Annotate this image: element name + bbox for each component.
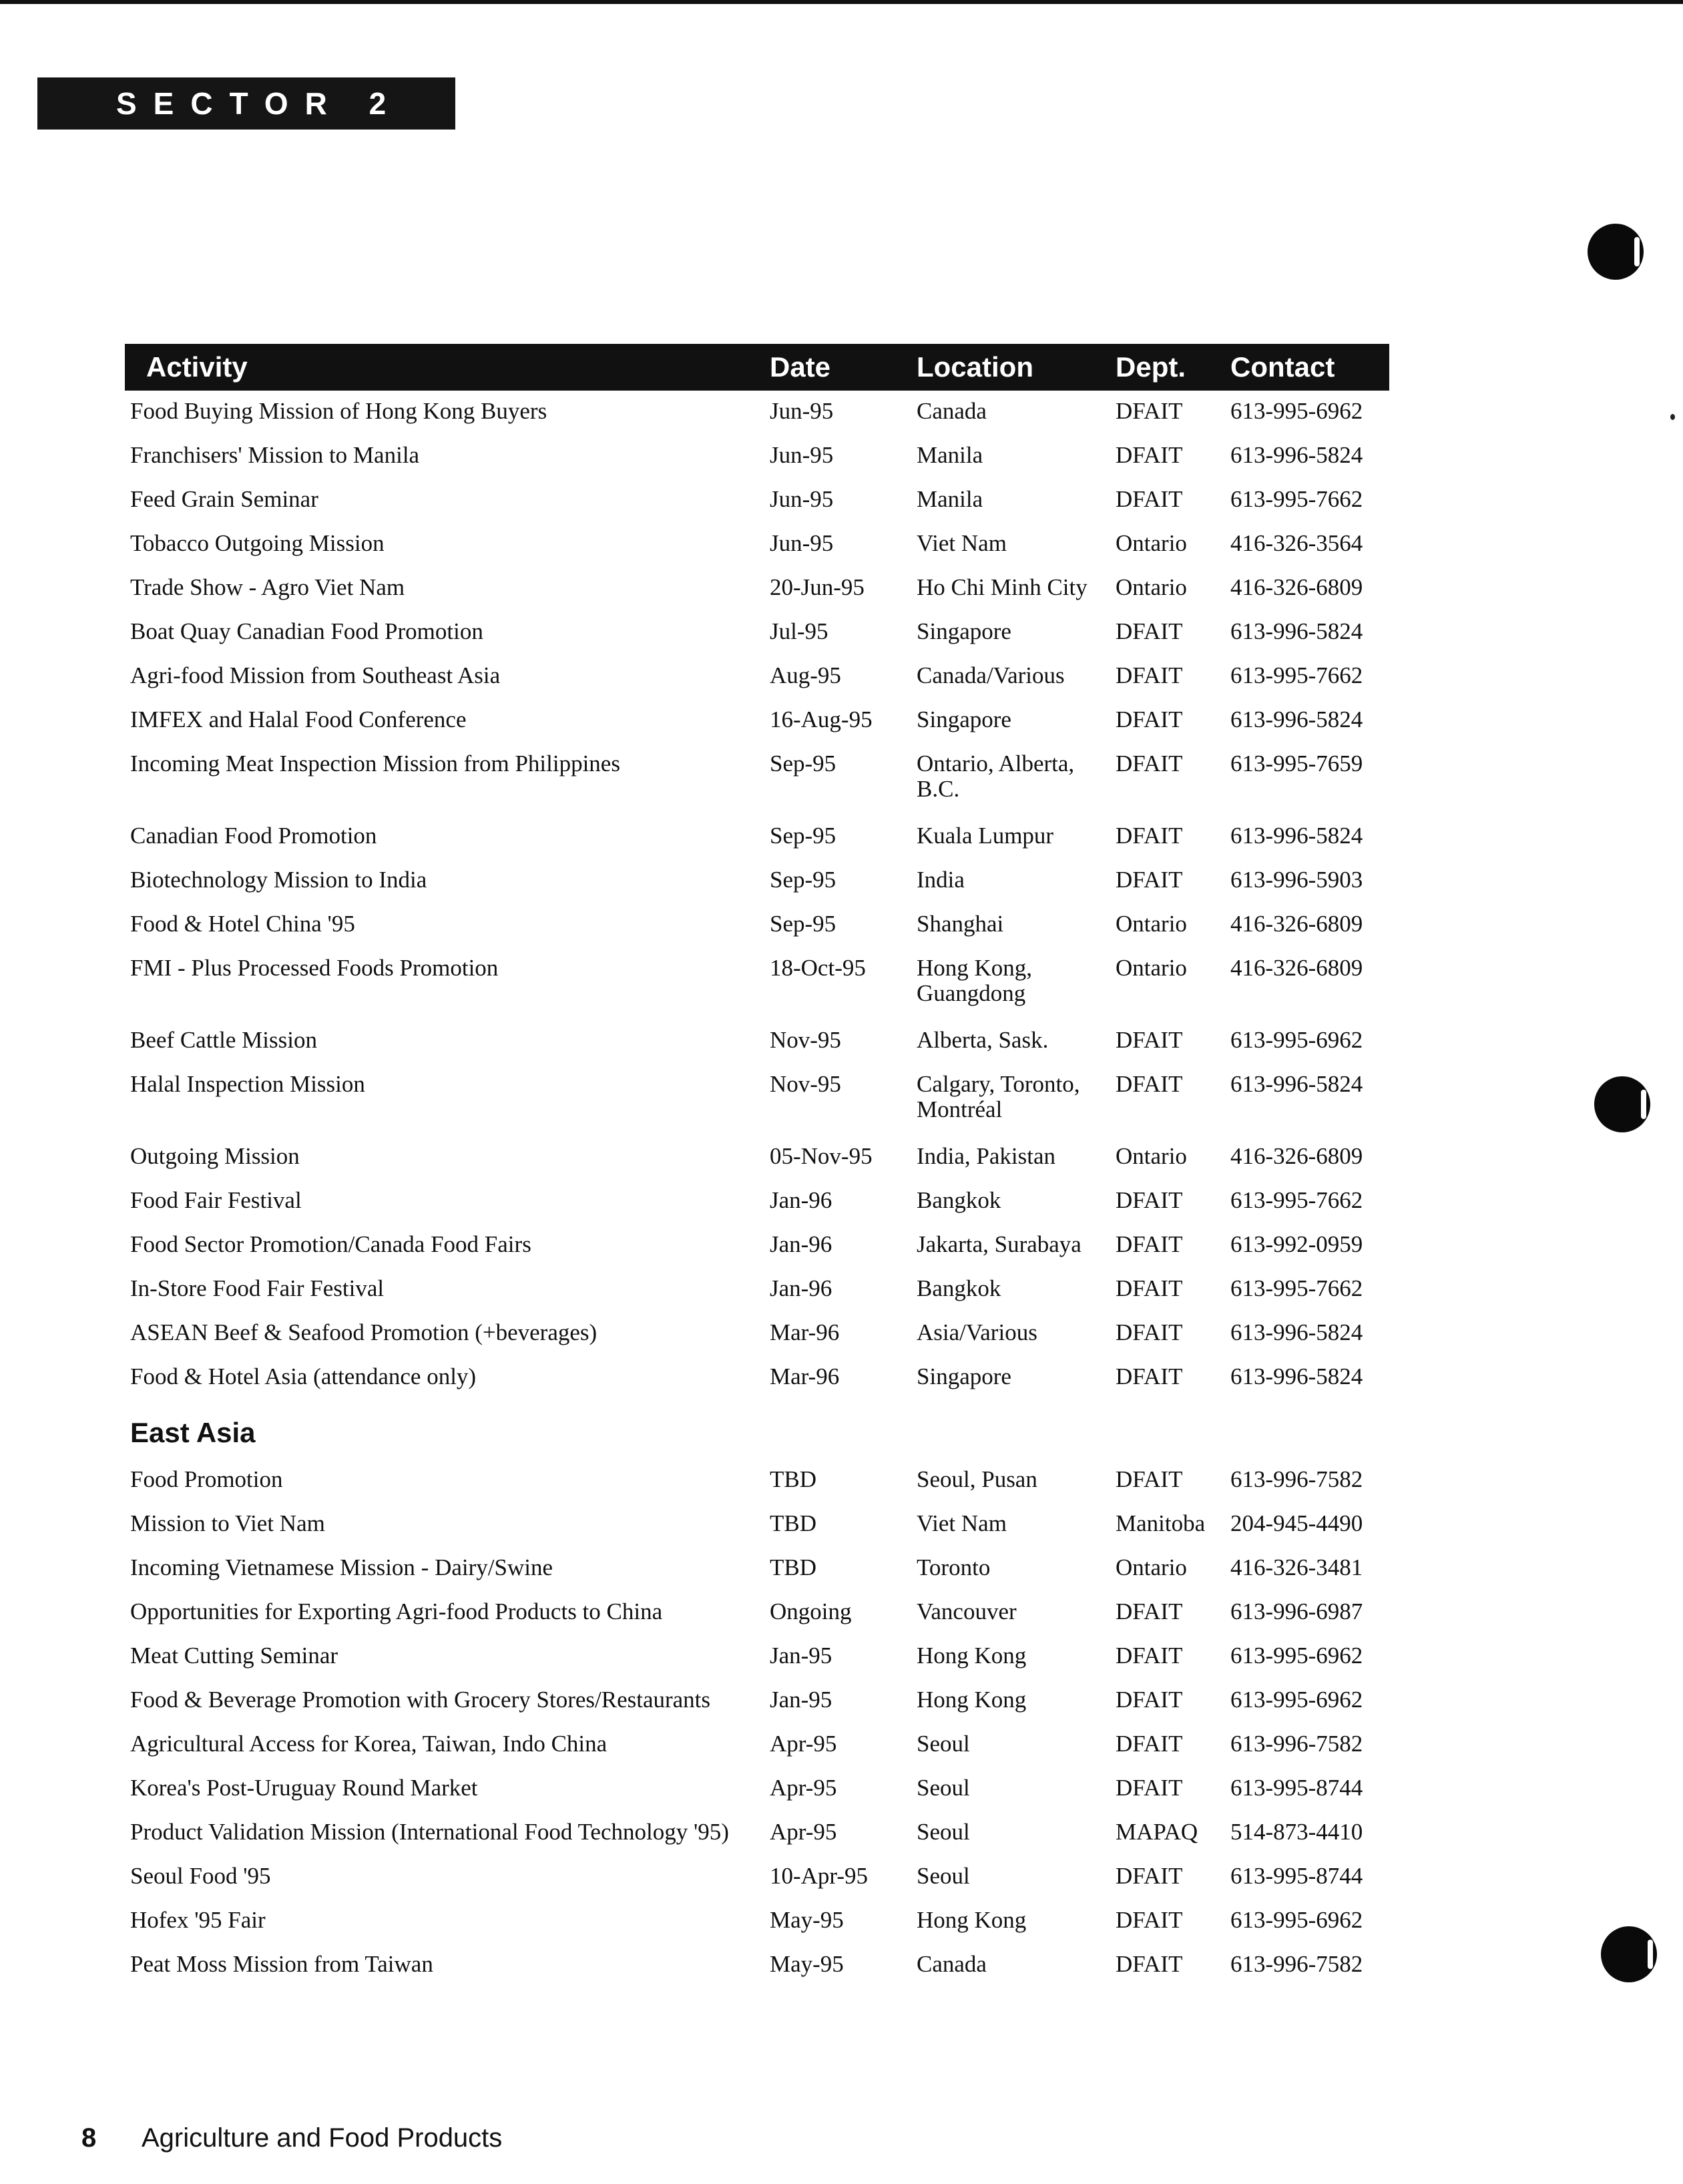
cell-location: Seoul (917, 1775, 970, 1801)
cell-dept: MAPAQ (1116, 1819, 1198, 1845)
cell-location: India (917, 867, 965, 893)
cell-dept: DFAIT (1116, 486, 1183, 512)
cell-dept: DFAIT (1116, 1027, 1183, 1053)
cell-location: Canada/Various (917, 662, 1065, 688)
cell-contact: 613-996-5824 (1230, 442, 1363, 468)
cell-dept: Ontario (1116, 1143, 1187, 1169)
cell-dept: Ontario (1116, 530, 1187, 556)
cell-activity: Incoming Vietnamese Mission - Dairy/Swine (130, 1554, 553, 1580)
table-row (125, 743, 1389, 815)
cell-contact: 613-996-5824 (1230, 1071, 1363, 1097)
cell-dept: DFAIT (1116, 1187, 1183, 1213)
cell-location: Ho Chi Minh City (917, 574, 1088, 600)
cell-activity: Food & Beverage Promotion with Grocery Stores/Restaurants (130, 1687, 711, 1713)
cell-contact: 416-326-6809 (1230, 955, 1363, 981)
cell-date: Jan-96 (770, 1275, 832, 1301)
cell-date: May-95 (770, 1907, 844, 1933)
cell-location: Seoul (917, 1731, 970, 1757)
cell-contact: 613-995-7662 (1230, 486, 1363, 512)
cell-location: Hong Kong (917, 1643, 1027, 1669)
table-row (125, 1224, 1389, 1268)
cell-activity: IMFEX and Halal Food Conference (130, 706, 467, 732)
cell-contact: 416-326-6809 (1230, 574, 1363, 600)
cell-contact: 613-996-5824 (1230, 618, 1363, 644)
cell-location: Singapore (917, 1363, 1011, 1389)
cell-contact: 613-996-5824 (1230, 706, 1363, 732)
cell-location: Shanghai (917, 911, 1004, 937)
cell-activity: Meat Cutting Seminar (130, 1643, 338, 1669)
cell-contact: 613-995-6962 (1230, 398, 1363, 424)
column-header-activity: Activity (125, 344, 764, 391)
cell-location: Bangkok (917, 1187, 1001, 1213)
cell-location: Jakarta, Surabaya (917, 1231, 1081, 1257)
cell-activity: In-Store Food Fair Festival (130, 1275, 385, 1301)
cell-activity: Incoming Meat Inspection Mission from Philippines (130, 750, 620, 777)
table-row (125, 1811, 1389, 1855)
cell-contact: 613-995-6962 (1230, 1907, 1363, 1933)
cell-contact: 416-326-6809 (1230, 911, 1363, 937)
sector-banner: SECTOR 2 (37, 77, 455, 130)
cell-date: 20-Jun-95 (770, 574, 865, 600)
cell-activity: ASEAN Beef & Seafood Promotion (+beverages) (130, 1319, 597, 1345)
table-row (125, 903, 1389, 947)
section-east-asia (125, 1400, 1389, 1459)
cell-contact: 204-945-4490 (1230, 1510, 1363, 1536)
cell-dept: DFAIT (1116, 398, 1183, 424)
table-row (125, 1064, 1389, 1136)
column-header-dept: Dept. (1110, 344, 1225, 391)
cell-activity: Canadian Food Promotion (130, 823, 377, 849)
cell-activity: Mission to Viet Nam (130, 1510, 325, 1536)
cell-dept: DFAIT (1116, 1863, 1183, 1889)
table-row (125, 1020, 1389, 1064)
top-rule (0, 0, 1683, 4)
cell-date: Jan-96 (770, 1187, 832, 1213)
cell-dept: Ontario (1116, 1554, 1187, 1580)
cell-dept: DFAIT (1116, 1687, 1183, 1713)
cell-location: Viet Nam (917, 530, 1007, 556)
cell-date: Jan-96 (770, 1231, 832, 1257)
cell-contact: 613-996-5824 (1230, 1363, 1363, 1389)
cell-dept: DFAIT (1116, 1951, 1183, 1977)
cell-date: Jun-95 (770, 486, 834, 512)
cell-dept: Ontario (1116, 911, 1187, 937)
cell-location: Seoul (917, 1863, 970, 1889)
cell-contact: 613-995-6962 (1230, 1687, 1363, 1713)
table-row (125, 655, 1389, 699)
column-header-date: Date (764, 344, 911, 391)
cell-date: Jun-95 (770, 442, 834, 468)
cell-dept: DFAIT (1116, 750, 1183, 777)
cell-activity: Food & Hotel Asia (attendance only) (130, 1363, 477, 1389)
cell-dept: DFAIT (1116, 442, 1183, 468)
cell-contact: 613-996-7582 (1230, 1951, 1363, 1977)
cell-location: Kuala Lumpur (917, 823, 1054, 849)
cell-date: Sep-95 (770, 867, 836, 893)
cell-location: Asia/Various (917, 1319, 1037, 1345)
cell-date: Apr-95 (770, 1775, 837, 1801)
table-row (125, 859, 1389, 903)
cell-dept: DFAIT (1116, 1907, 1183, 1933)
cell-location: Hong Kong (917, 1687, 1027, 1713)
cell-dept: Manitoba (1116, 1510, 1206, 1536)
cell-location: Singapore (917, 706, 1011, 732)
cell-contact: 613-995-8744 (1230, 1863, 1363, 1889)
cell-dept: DFAIT (1116, 823, 1183, 849)
cell-activity: Tobacco Outgoing Mission (130, 530, 385, 556)
section-row (125, 1400, 1389, 1459)
table-row (125, 1679, 1389, 1723)
cell-location: Vancouver (917, 1598, 1017, 1624)
cell-date: Jun-95 (770, 530, 834, 556)
cell-date: 05-Nov-95 (770, 1143, 873, 1169)
cell-contact: 613-996-7582 (1230, 1466, 1363, 1492)
cell-contact: 613-995-8744 (1230, 1775, 1363, 1801)
table-row (125, 947, 1389, 1020)
cell-dept: DFAIT (1116, 1231, 1183, 1257)
cell-dept: DFAIT (1116, 1319, 1183, 1345)
punch-hole-icon (1601, 1926, 1657, 1982)
table-row (125, 1900, 1389, 1944)
footer-title: Agriculture and Food Products (142, 2123, 503, 2153)
cell-contact: 613-995-7662 (1230, 1275, 1363, 1301)
page-number: 8 (81, 2123, 97, 2153)
table-body-east-asia (125, 1459, 1389, 1988)
table-row (125, 1503, 1389, 1547)
cell-date: Mar-96 (770, 1319, 840, 1345)
cell-dept: DFAIT (1116, 867, 1183, 893)
cell-dept: DFAIT (1116, 618, 1183, 644)
cell-activity: Franchisers' Mission to Manila (130, 442, 420, 468)
cell-dept: DFAIT (1116, 1598, 1183, 1624)
cell-date: Sep-95 (770, 823, 836, 849)
cell-activity: Food Buying Mission of Hong Kong Buyers (130, 398, 547, 424)
column-header-location: Location (911, 344, 1110, 391)
table-row (125, 1635, 1389, 1679)
cell-location: India, Pakistan (917, 1143, 1056, 1169)
cell-date: May-95 (770, 1951, 844, 1977)
cell-location: Seoul, Pusan (917, 1466, 1037, 1492)
cell-contact: 613-995-7659 (1230, 750, 1363, 777)
cell-location: Toronto (917, 1554, 991, 1580)
cell-date: 18-Oct-95 (770, 955, 866, 981)
cell-location: Canada (917, 1951, 987, 1977)
cell-dept: DFAIT (1116, 1275, 1183, 1301)
cell-activity: Boat Quay Canadian Food Promotion (130, 618, 483, 644)
cell-dept: DFAIT (1116, 1466, 1183, 1492)
cell-date: Ongoing (770, 1598, 852, 1624)
cell-location: Hong Kong, Guangdong (917, 955, 1033, 1006)
cell-contact: 416-326-3481 (1230, 1554, 1363, 1580)
cell-date: Sep-95 (770, 911, 836, 937)
cell-contact: 613-996-5903 (1230, 867, 1363, 893)
table-header-row (125, 344, 1389, 391)
cell-date: 10-Apr-95 (770, 1863, 869, 1889)
cell-location: Singapore (917, 618, 1011, 644)
cell-date: Jul-95 (770, 618, 828, 644)
cell-contact: 613-996-7582 (1230, 1731, 1363, 1757)
table-row (125, 1547, 1389, 1591)
scan-speck (1670, 414, 1675, 420)
table-row (125, 523, 1389, 567)
cell-date: Apr-95 (770, 1819, 837, 1845)
cell-location: Viet Nam (917, 1510, 1007, 1536)
table-row (125, 1855, 1389, 1900)
cell-location: Manila (917, 442, 983, 468)
table-row (125, 699, 1389, 743)
cell-activity: Agri-food Mission from Southeast Asia (130, 662, 501, 688)
cell-activity: Food Fair Festival (130, 1187, 302, 1213)
cell-activity: Product Validation Mission (International Food Technology '95) (130, 1819, 729, 1845)
table-body-general (125, 391, 1389, 1400)
column-header-contact: Contact (1225, 344, 1389, 391)
table-row (125, 1268, 1389, 1312)
cell-date: Nov-95 (770, 1071, 841, 1097)
cell-activity: Beef Cattle Mission (130, 1027, 317, 1053)
cell-dept: Ontario (1116, 574, 1187, 600)
punch-hole-icon (1594, 1076, 1650, 1132)
section-heading-east-asia: East Asia (130, 1417, 256, 1448)
cell-location: Hong Kong (917, 1907, 1027, 1933)
cell-activity: Trade Show - Agro Viet Nam (130, 574, 405, 600)
cell-contact: 613-995-7662 (1230, 1187, 1363, 1213)
cell-location: Seoul (917, 1819, 970, 1845)
cell-contact: 416-326-3564 (1230, 530, 1363, 556)
cell-contact: 613-996-5824 (1230, 823, 1363, 849)
cell-date: TBD (770, 1510, 816, 1536)
cell-activity: Halal Inspection Mission (130, 1071, 365, 1097)
cell-date: Nov-95 (770, 1027, 841, 1053)
cell-activity: Opportunities for Exporting Agri-food Products to China (130, 1598, 663, 1624)
cell-location: Calgary, Toronto, Montréal (917, 1071, 1080, 1122)
cell-dept: DFAIT (1116, 706, 1183, 732)
cell-contact: 613-996-6987 (1230, 1598, 1363, 1624)
cell-activity: Seoul Food '95 (130, 1863, 271, 1889)
cell-dept: DFAIT (1116, 1731, 1183, 1757)
cell-date: Jan-95 (770, 1643, 832, 1669)
cell-location: Ontario, Alberta, B.C. (917, 750, 1075, 802)
cell-date: Apr-95 (770, 1731, 837, 1757)
cell-contact: 514-873-4410 (1230, 1819, 1363, 1845)
table-row (125, 1944, 1389, 1988)
cell-activity: Outgoing Mission (130, 1143, 300, 1169)
cell-date: TBD (770, 1554, 816, 1580)
activity-table (125, 344, 1389, 1988)
table-row (125, 1459, 1389, 1503)
cell-activity: Biotechnology Mission to India (130, 867, 427, 893)
table-row (125, 435, 1389, 479)
cell-contact: 613-995-6962 (1230, 1643, 1363, 1669)
table-row (125, 611, 1389, 655)
table-row (125, 479, 1389, 523)
table-row (125, 815, 1389, 859)
punch-hole-icon (1588, 224, 1644, 280)
cell-activity: Hofex '95 Fair (130, 1907, 266, 1933)
table-row (125, 1591, 1389, 1635)
cell-date: Aug-95 (770, 662, 841, 688)
cell-dept: DFAIT (1116, 1071, 1183, 1097)
cell-activity: Agricultural Access for Korea, Taiwan, Indo China (130, 1731, 608, 1757)
cell-contact: 613-996-5824 (1230, 1319, 1363, 1345)
cell-activity: Food Sector Promotion/Canada Food Fairs (130, 1231, 531, 1257)
cell-date: Mar-96 (770, 1363, 840, 1389)
cell-date: Jun-95 (770, 398, 834, 424)
table-row (125, 391, 1389, 435)
cell-date: TBD (770, 1466, 816, 1492)
cell-contact: 613-992-0959 (1230, 1231, 1363, 1257)
cell-dept: DFAIT (1116, 1643, 1183, 1669)
cell-dept: Ontario (1116, 955, 1187, 981)
cell-date: Jan-95 (770, 1687, 832, 1713)
table-row (125, 1356, 1389, 1400)
table-row (125, 1136, 1389, 1180)
cell-activity: Feed Grain Seminar (130, 486, 318, 512)
cell-contact: 613-995-7662 (1230, 662, 1363, 688)
cell-activity: Food & Hotel China '95 (130, 911, 355, 937)
table-row (125, 567, 1389, 611)
cell-dept: DFAIT (1116, 662, 1183, 688)
cell-location: Alberta, Sask. (917, 1027, 1049, 1053)
cell-location: Canada (917, 398, 987, 424)
table-row (125, 1723, 1389, 1767)
cell-date: 16-Aug-95 (770, 706, 873, 732)
cell-location: Bangkok (917, 1275, 1001, 1301)
table-row (125, 1180, 1389, 1224)
table-row (125, 1312, 1389, 1356)
cell-date: Sep-95 (770, 750, 836, 777)
cell-location: Manila (917, 486, 983, 512)
cell-dept: DFAIT (1116, 1363, 1183, 1389)
table-row (125, 1767, 1389, 1811)
cell-activity: Food Promotion (130, 1466, 283, 1492)
cell-contact: 613-995-6962 (1230, 1027, 1363, 1053)
cell-activity: FMI - Plus Processed Foods Promotion (130, 955, 499, 981)
cell-activity: Korea's Post-Uruguay Round Market (130, 1775, 478, 1801)
cell-contact: 416-326-6809 (1230, 1143, 1363, 1169)
cell-dept: DFAIT (1116, 1775, 1183, 1801)
cell-activity: Peat Moss Mission from Taiwan (130, 1951, 433, 1977)
